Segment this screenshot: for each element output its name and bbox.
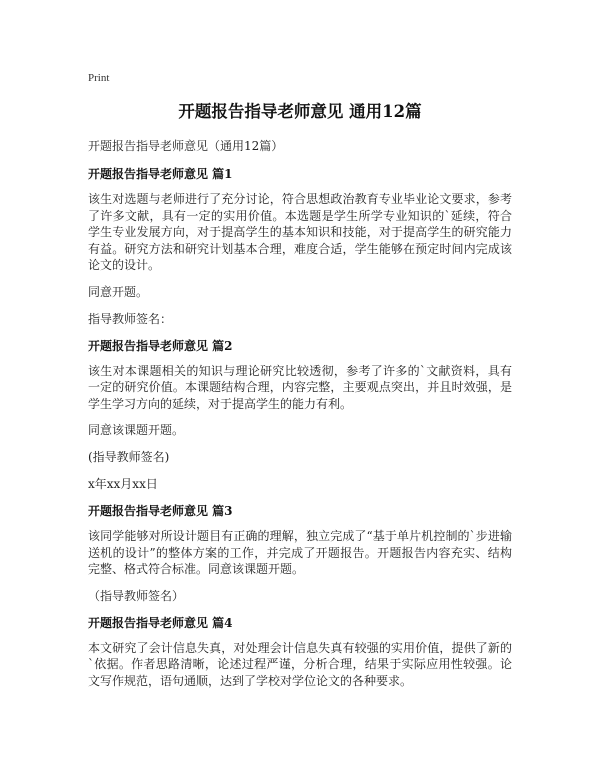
section-3 [88,502,512,605]
page-title: 开题报告指导老师意见 通用12篇 [178,102,422,121]
section-heading: 开题报告指导老师意见 篇2 [88,338,233,353]
signature-line: (指导教师签名) [88,450,170,464]
section-heading: 开题报告指导老师意见 篇3 [88,504,233,518]
date-line: x年xx月xx日 [88,477,158,491]
section-1 [88,165,512,328]
section-heading: 开题报告指导老师意见 篇1 [88,167,233,181]
section-paragraph: 该同学能够对所设计题目有正确的理解，独立完成了“基于单片机控制的`步进输送机的设计”的整体方案的工作，并完成了开题报告。开题报告内容充实、结构完整、格式符合标准。同意该课题开题。 [88,529,512,576]
section-paragraph: 该生对选题与老师进行了充分讨论，符合思想政治教育专业毕业论文要求，参考了许多文献，具有一定的实用价值。本选题是学生所学专业知识的`延续，符合学生专业发展方向，对于提高学生的基本知识和技能，对于提高学生的研究能力有益。研究方法和研究计划基本合理，难度合适，学生能够在预定时间内完成该论文的设计。 [88,192,512,272]
signature-line: 指导教师签名： [88,311,173,326]
section-4 [88,614,512,690]
approval-line: 同意开题。 [88,284,149,299]
document-subtitle: 开题报告指导老师意见（通用12篇） [88,139,284,153]
section-2 [88,337,512,494]
section-heading: 开题报告指导老师意见 篇4 [88,615,233,630]
print-label: Print [88,72,110,84]
signature-line: （指导教师签名） [88,588,185,603]
approval-line: 同意该课题开题。 [88,423,185,437]
section-paragraph: 本文研究了会计信息失真，对处理会计信息失真有较强的实用价值，提供了新的`依据。作者思路清晰，论述过程严谨，分析合理，结果于实际应用性较强。论文写作规范，语句通顺，达到了学校对学位论文的各种要求。 [88,640,512,688]
section-paragraph: 该生对本课题相关的知识与理论研究比较透彻，参考了许多的`文献资料，具有一定的研究价值。本课题结构合理，内容完整，主要观点突出，并且时效强，是学生学习方向的延续，对于提高学生的能力有利。 [88,363,512,411]
